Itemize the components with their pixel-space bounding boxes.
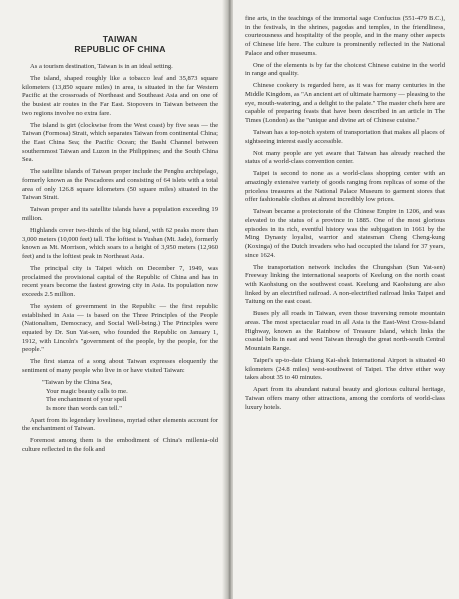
paragraph: The island is girt (clockwise from the West coast) by five seas — the Taiwan (Formosa) Strait, which separates Taiwan from continental China; the East China Sea; the Pacific Ocean; the Bashi Channel between southernmost Taiwan and Luzon in the Philippines; and the South China Sea. [22,121,218,164]
poem-line: Your magic beauty calls to me. [46,387,128,395]
left-page [0,0,226,599]
title-block [22,34,218,54]
paragraph: Apart from its abundant natural beauty and glorious cultural heritage, Taiwan offers many other attractions, among the comforts of world-class luxury hotels. [245,386,445,411]
paragraph: The first stanza of a song about Taiwan expresses eloquently the sentiment of many people who live in or have visited Taiwan: [22,358,218,374]
paragraph: Taipei is second to none as a world-class shopping center with an amazingly extensive variety of goods ranging from replicas of some of the priceless treasures at the National Palace Museum to garment stores that offer fashionable clothes at almost incredibly low prices. [245,170,445,204]
paragraph: Taiwan became a protectorate of the Chinese Empire in 1206, and was elevated to the status of a province in 1885. One of the most glorious episodes in its rich, eventful history was the subjugation in 1661 by the Ming Dynasty loyalist, warrior and statesman Cheng Cheng-kung (Koxinga) of the Dutch invaders who had occupied the island for 37 years, since 1624. [245,208,445,259]
poem-line: "Taiwan by the China Sea, [42,378,113,386]
paragraph: Buses ply all roads in Taiwan, even those traversing remote mountain areas. The most spectacular road in all Asia is the East-West Cross-Island Highway, known as the Rainbow of Treasure Island, which links the coastal belts in east and west Taiwan through the great north-south Central Mountain Range. [245,310,445,353]
paragraph: Not many people are yet aware that Taiwan has already reached the status of a world-class convention center. [245,149,445,166]
paragraph: The island, shaped roughly like a tobacco leaf and 35,873 square kilometers (13,850 square miles) in area, is situated in the far Western Pacific at the crossroads of Northeast and Southeast Asia and on one of the busiest air routes in the Far East. Stopovers in Taiwan between the two regions involve no extra fare. [22,74,218,117]
paragraph: Taiwan has a top-notch system of transportation that makes all places of sightseeing interest easily accessible. [245,129,445,145]
poem-line: Is more than words can tell." [46,405,122,412]
right-page [233,0,459,599]
page-title: TAIWAN [102,34,138,44]
paragraph: Foremost among them is the embodiment of China's millenia-old culture reflected in the folk and [22,437,218,453]
paragraph: Taiwan proper and its satellite islands have a population exceeding 19 million. [22,206,218,222]
paragraph: One of the elements is by far the choicest Chinese cuisine in the world in range and quality. [245,61,445,78]
paragraph: Chinese cookery is regarded here, as it was for many centuries in the Middle Kingdom, as "An ancient art of ultimate harmony — pleasing to the eye, mouth-watering, and a delight to the palate." The master chefs here are capable of preparing feasts that have been described in an article in The Times (London) as the "unique and divine art of Chinese cuisine." [245,82,445,125]
poem-line: The enchantment of your spell [46,396,127,404]
song-stanza [22,379,218,414]
paragraph: fine arts, in the teachings of the immortal sage Confucius (551-479 B.C.), in the festivals, in the shrines, pagodas and temples, in the friendliness, courteousness and hospitality of the people, and in the many other aspects of Chinese life here. The culture is prominently reflected in the National Palace and other museums. [245,15,445,57]
paragraph: Taipei's up-to-date Chiang Kai-shek International Airport is situated 40 kilometers (24.8 miles) west-southwest of Taipei. The drive either way takes about 35 to 40 minutes. [245,357,445,382]
paragraph: The satellite islands of Taiwan proper include the Penghu archipelago, formerly known as the Pescadores and consisting of 64 islets with a total area of only 126.8 square kilometers (50 square miles) situated in the Taiwan Strait. [22,168,218,202]
page-subtitle: REPUBLIC OF CHINA [74,44,166,54]
paragraph: Highlands cover two-thirds of the big island, with 62 peaks more than 3,000 meters (10,000 feet) tall. The loftiest is Yushan (Mt. Jade), formerly known as Mt. Morrison, which soars to a height of 3,950 meters (12,960 feet) and is the loftiest peak in Northeast Asia. [22,226,218,260]
paragraph: The transportation network includes the Chungshan (Sun Yat-sen) Freeway linking the international seaports of Keelung on the north coast with Kaohsiung on the southwest coast. Keelung and Kaohsiung are also linked by an electrified railroad. A non-electrified railroad links Taipei and Taitung on the east coast. [245,263,445,306]
paragraph: The system of government in the Republic — the first republic established in Asia — is based on the Three Principles of the People (Nationalism, Democracy, and Social Well-being.) The Principles were equated by Dr. Sun Yat-sen, who founded the Republic on January 1, 1912, with Lincoln's "government of the people, by the people, for the people." [22,302,218,354]
paragraph: The principal city is Taipei which on December 7, 1949, was proclaimed the provisional capital of the Republic of China and has in recent years become the fastest growing city in Asia. Its population now exceeds 2.5 million. [22,264,218,298]
paragraph: Apart from its legendary loveliness, myriad other elements account for the enchantment of Taiwan. [22,416,218,433]
paragraph: As a tourism destination, Taiwan is in an ideal setting. [30,63,173,70]
